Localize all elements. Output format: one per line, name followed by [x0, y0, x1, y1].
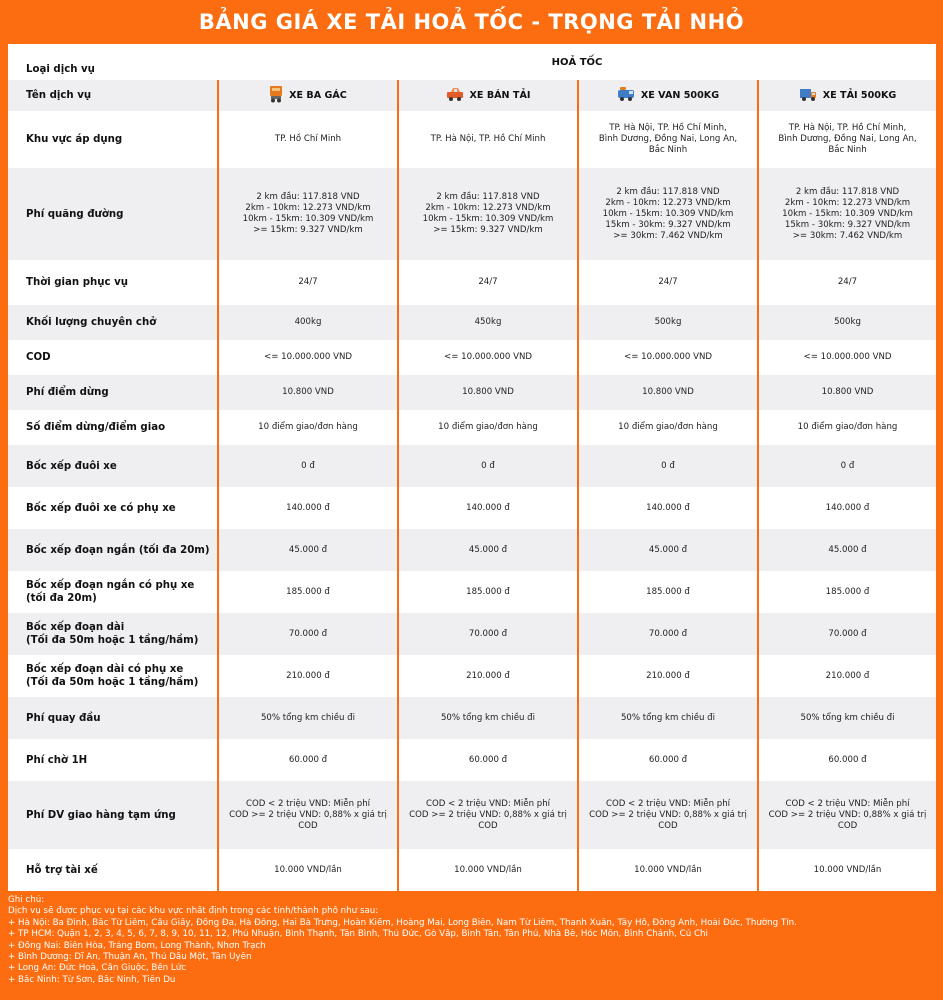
- row-label-line: Bốc xếp đuôi xe: [26, 460, 117, 472]
- price-cell: [398, 168, 578, 260]
- row-label: [8, 781, 218, 849]
- price-line: 10km - 15km: 10.309 VND/km: [242, 214, 374, 224]
- price-line: Bình Dương, Đồng Nai, Long An,: [778, 134, 917, 144]
- price-line: 2km - 10km: 12.273 VND/km: [784, 197, 911, 208]
- row-label: [8, 410, 218, 445]
- row-label: [8, 375, 218, 410]
- price-line: 60.000 đ: [468, 754, 508, 765]
- price-cell: [578, 613, 758, 655]
- price-cell: [218, 655, 398, 697]
- price-cell: [758, 781, 936, 849]
- price-cell: [578, 571, 758, 613]
- price-cell: [398, 697, 578, 739]
- price-line: Bắc Ninh: [828, 145, 867, 155]
- price-line: 15km - 30km: 9.327 VND/km: [784, 219, 911, 230]
- price-line: COD < 2 triệu VND: Miễn phí: [785, 798, 910, 809]
- row-label: [8, 849, 218, 891]
- price-cell: [218, 613, 398, 655]
- note-line: + Đồng Nai: Biên Hòa, Trảng Bom, Long Thành, Nhơn Trạch: [8, 940, 266, 951]
- price-cell: [218, 111, 398, 168]
- price-line: COD >= 2 triệu VND: 0,88% x giá trị COD: [768, 809, 927, 831]
- price-line: 2 km đầu: 117.818 VND: [436, 192, 540, 202]
- price-line: 185.000 đ: [825, 586, 870, 597]
- service-type-row: [8, 44, 936, 80]
- price-line: 185.000 đ: [466, 586, 510, 597]
- price-line: 2km - 10km: 12.273 VND/km: [245, 203, 371, 213]
- price-cell: [758, 168, 936, 260]
- table-row: [8, 111, 936, 168]
- vehicle-name: XE TẢI 500KG: [822, 90, 897, 101]
- price-cell: [218, 410, 398, 445]
- price-cell: [398, 260, 578, 305]
- table-row: [8, 781, 936, 849]
- price-line: 60.000 đ: [648, 754, 688, 765]
- price-cell: [578, 111, 758, 168]
- price-line: 0 đ: [301, 460, 315, 471]
- price-line: 50% tổng km chiều đi: [440, 712, 536, 723]
- price-cell: [218, 375, 398, 410]
- price-cell: [398, 613, 578, 655]
- table-row: [8, 655, 936, 697]
- price-line: 10km - 15km: 10.309 VND/km: [422, 214, 554, 224]
- row-label: [8, 739, 218, 781]
- price-line: 10 điểm giao/đơn hàng: [258, 422, 358, 432]
- table-row: [8, 340, 936, 375]
- service-type-label: Loại dịch vụ: [8, 44, 218, 80]
- note-line: + Hà Nội: Ba Đình, Bắc Từ Liêm, Cầu Giấy, Đống Đa, Hà Đông, Hai Bà Trưng, Hoàn Kiếm, Hoàng Mai, Long Biên, Nam Từ Liêm, Thanh Xuân, Tây Hồ, Đông Anh, Hoài Đức, Thường Tín.: [8, 917, 797, 928]
- price-cell: [578, 781, 758, 849]
- price-cell: [218, 571, 398, 613]
- price-line: COD >= 2 triệu VND: 0,88% x giá trị COD: [409, 809, 567, 831]
- price-line: 400kg: [294, 317, 322, 327]
- table-row: [8, 529, 936, 571]
- price-cell: [578, 340, 758, 375]
- price-cell: [578, 445, 758, 487]
- price-line: 2km - 10km: 12.273 VND/km: [605, 197, 731, 208]
- row-label-line: (tối đa 20m): [26, 593, 97, 604]
- price-cell: [578, 375, 758, 410]
- price-line: 70.000 đ: [648, 628, 688, 639]
- price-cell: [218, 340, 398, 375]
- vehicle-name: XE BA GÁC: [289, 90, 347, 101]
- row-label: [8, 487, 218, 529]
- price-cell: [218, 260, 398, 305]
- price-line: 210.000 đ: [646, 670, 690, 681]
- row-label-line: (Tối đa 50m hoặc 1 tầng/hầm): [26, 635, 199, 646]
- price-cell: [218, 697, 398, 739]
- van-icon: [617, 86, 635, 105]
- price-line: <= 10.000.000 VND: [624, 352, 712, 362]
- price-line: 10.000 VND/lần: [813, 864, 882, 875]
- price-line: 140.000 đ: [825, 502, 870, 513]
- price-line: 60.000 đ: [288, 754, 328, 765]
- price-cell: [218, 168, 398, 260]
- price-line: 0 đ: [661, 460, 675, 471]
- price-cell: [578, 739, 758, 781]
- price-cell: [758, 340, 936, 375]
- price-line: 2 km đầu: 117.818 VND: [795, 186, 900, 197]
- vehicle-header-ban-tai: [398, 80, 578, 111]
- row-label-line: Phí chờ 1H: [26, 754, 88, 766]
- price-line: 50% tổng km chiều đi: [620, 712, 716, 723]
- price-cell: [578, 697, 758, 739]
- price-cell: [758, 655, 936, 697]
- price-line: COD < 2 triệu VND: Miễn phí: [605, 798, 731, 809]
- notes-section: [8, 895, 938, 986]
- price-cell: [398, 655, 578, 697]
- price-table: [8, 44, 936, 891]
- price-line: 2 km đầu: 117.818 VND: [256, 192, 360, 202]
- price-cell: [218, 739, 398, 781]
- price-cell: [578, 849, 758, 891]
- price-line: <= 10.000.000 VND: [803, 352, 892, 362]
- price-line: 2km - 10km: 12.273 VND/km: [425, 203, 551, 213]
- note-line: + TP HCM: Quận 1, 2, 3, 4, 5, 6, 7, 8, 9, 10, 11, 12, Phú Nhuận, Bình Thạnh, Tân Bình, Thủ Đức, Gò Vấp, Bình Tân, Tân Phú, Nhà Bè, Hóc Môn, Bình Chánh, Củ Chi: [8, 929, 708, 940]
- row-label-line: Khối lượng chuyên chở: [26, 317, 157, 328]
- price-line: >= 30km: 7.462 VND/km: [613, 230, 723, 241]
- price-line: 210.000 đ: [286, 670, 330, 681]
- note-line: + Long An: Đức Hoà, Cần Giuộc, Bến Lức: [8, 963, 187, 974]
- price-cell: [398, 375, 578, 410]
- price-cell: [758, 613, 936, 655]
- price-cell: [578, 305, 758, 340]
- table-row: [8, 260, 936, 305]
- row-label-line: Số điểm dừng/điểm giao: [26, 422, 166, 433]
- row-label-line: Bốc xếp đuôi xe có phụ xe: [26, 502, 176, 514]
- truck-icon: [799, 86, 817, 105]
- price-cell: [398, 111, 578, 168]
- price-cell: [398, 529, 578, 571]
- table-row: [8, 305, 936, 340]
- row-label-line: Phí DV giao hàng tạm ứng: [26, 809, 176, 821]
- price-line: COD < 2 triệu VND: Miễn phí: [425, 798, 551, 809]
- price-cell: [578, 168, 758, 260]
- price-cell: [218, 445, 398, 487]
- row-label-line: Hỗ trợ tài xế: [26, 864, 98, 876]
- price-line: 10.800 VND: [282, 387, 334, 397]
- price-line: 210.000 đ: [825, 670, 870, 681]
- row-label-line: Bốc xếp đoạn ngắn có phụ xe: [26, 580, 195, 591]
- price-cell: [398, 445, 578, 487]
- price-line: 0 đ: [481, 460, 495, 471]
- price-line: >= 15km: 9.327 VND/km: [433, 225, 543, 235]
- row-label: [8, 168, 218, 260]
- price-line: 10.000 VND/lần: [454, 864, 522, 875]
- cargo-tricycle-icon: [269, 85, 283, 106]
- price-line: 45.000 đ: [288, 544, 328, 555]
- vehicle-header-ba-gac: [218, 80, 398, 111]
- price-line: 15km - 30km: 9.327 VND/km: [605, 219, 731, 230]
- price-line: 210.000 đ: [466, 670, 510, 681]
- price-cell: [578, 410, 758, 445]
- price-cell: [578, 260, 758, 305]
- price-line: 10 điểm giao/đơn hàng: [438, 422, 538, 432]
- price-cell: [578, 655, 758, 697]
- price-cell: [758, 739, 936, 781]
- price-line: 10km - 15km: 10.309 VND/km: [602, 208, 734, 219]
- price-line: 185.000 đ: [646, 586, 690, 597]
- price-cell: [398, 487, 578, 529]
- note-line: Dịch vụ sẽ được phục vụ tại các khu vực nhất định trong các tỉnh/thành phố như sau:: [8, 906, 379, 917]
- row-label: [8, 613, 218, 655]
- price-line: 500kg: [834, 317, 861, 327]
- price-line: 10 điểm giao/đơn hàng: [797, 422, 898, 432]
- note-line: Ghi chú:: [8, 895, 45, 905]
- vehicle-name: XE VAN 500KG: [640, 90, 720, 101]
- row-label: [8, 305, 218, 340]
- row-label: [8, 655, 218, 697]
- row-label: [8, 571, 218, 613]
- price-line: 45.000 đ: [648, 544, 688, 555]
- service-name-row: [8, 80, 936, 111]
- price-line: 140.000 đ: [286, 502, 330, 513]
- price-line: 500kg: [654, 317, 682, 327]
- note-line: + Bình Dương: Dĩ An, Thuận An, Thủ Dầu Một, Tân Uyên: [8, 952, 252, 963]
- row-label: [8, 260, 218, 305]
- price-line: <= 10.000.000 VND: [264, 352, 352, 362]
- price-cell: [758, 487, 936, 529]
- price-cell: [758, 111, 936, 168]
- price-line: 70.000 đ: [468, 628, 508, 639]
- price-line: 140.000 đ: [466, 502, 510, 513]
- service-name-label: Tên dịch vụ: [8, 80, 218, 111]
- row-label-line: Bốc xếp đoạn ngắn (tối đa 20m): [26, 544, 210, 556]
- price-cell: [758, 571, 936, 613]
- price-line: 10km - 15km: 10.309 VND/km: [782, 208, 913, 219]
- price-line: >= 30km: 7.462 VND/km: [792, 230, 903, 241]
- table-row: [8, 487, 936, 529]
- price-cell: [218, 781, 398, 849]
- table-row: [8, 613, 936, 655]
- price-cell: [398, 305, 578, 340]
- price-cell: [218, 305, 398, 340]
- price-line: TP. Hồ Chí Minh: [274, 134, 342, 144]
- row-label-line: (Tối đa 50m hoặc 1 tầng/hầm): [26, 677, 199, 688]
- service-type-value: HOẢ TỐC: [218, 44, 936, 80]
- table-row: [8, 739, 936, 781]
- table-row: [8, 849, 936, 891]
- table-row: [8, 571, 936, 613]
- price-cell: [758, 529, 936, 571]
- price-line: 10.000 VND/lần: [274, 864, 342, 875]
- price-line: COD < 2 triệu VND: Miễn phí: [245, 798, 371, 809]
- price-line: 10.800 VND: [821, 387, 874, 397]
- price-cell: [398, 340, 578, 375]
- price-line: 24/7: [298, 277, 318, 287]
- row-label-line: COD: [26, 352, 51, 363]
- price-cell: [398, 571, 578, 613]
- price-cell: [398, 410, 578, 445]
- price-line: 60.000 đ: [828, 754, 867, 765]
- price-cell: [758, 445, 936, 487]
- row-label: [8, 340, 218, 375]
- price-line: 45.000 đ: [468, 544, 508, 555]
- row-label-line: Thời gian phục vụ: [26, 277, 128, 288]
- pickup-truck-icon: [446, 86, 464, 105]
- price-line: TP. Hà Nội, TP. Hồ Chí Minh: [430, 134, 546, 144]
- row-label-line: Khu vực áp dụng: [26, 134, 123, 145]
- price-line: 10.800 VND: [642, 387, 694, 397]
- price-cell: [758, 410, 936, 445]
- price-cell: [758, 375, 936, 410]
- price-line: COD >= 2 triệu VND: 0,88% x giá trị COD: [229, 809, 387, 831]
- table-row: [8, 410, 936, 445]
- price-line: 10 điểm giao/đơn hàng: [618, 422, 718, 432]
- price-cell: [218, 529, 398, 571]
- price-line: 0 đ: [840, 460, 855, 471]
- price-cell: [758, 697, 936, 739]
- page-title: BẢNG GIÁ XE TẢI HOẢ TỐC - TRỌNG TẢI NHỎ: [198, 10, 745, 34]
- row-label-line: Bốc xếp đoạn dài: [26, 622, 125, 633]
- price-line: 24/7: [837, 277, 858, 287]
- price-line: TP. Hà Nội, TP. Hồ Chí Minh,: [788, 123, 907, 133]
- price-cell: [758, 849, 936, 891]
- price-line: <= 10.000.000 VND: [444, 352, 532, 362]
- row-label: [8, 445, 218, 487]
- price-line: 185.000 đ: [286, 586, 330, 597]
- row-label-line: Phí điểm dừng: [26, 387, 109, 398]
- price-cell: [578, 529, 758, 571]
- row-label: [8, 697, 218, 739]
- price-line: >= 15km: 9.327 VND/km: [253, 225, 363, 235]
- table-row: [8, 168, 936, 260]
- price-line: 10.000 VND/lần: [634, 864, 702, 875]
- note-line: + Bắc Ninh: Từ Sơn, Bắc Ninh, Tiên Du: [8, 974, 176, 985]
- price-cell: [578, 487, 758, 529]
- price-cell: [398, 849, 578, 891]
- vehicle-header-van: [578, 80, 758, 111]
- row-label-line: Phí quay đầu: [26, 712, 101, 724]
- price-cell: [218, 849, 398, 891]
- table-row: [8, 375, 936, 410]
- price-line: Bình Dương, Đồng Nai, Long An,: [598, 134, 738, 144]
- vehicle-name: XE BÁN TẢI: [469, 90, 531, 101]
- price-line: 24/7: [658, 277, 678, 287]
- price-line: 24/7: [478, 277, 498, 287]
- price-line: 50% tổng km chiều đi: [260, 712, 356, 723]
- row-label-line: Phí quãng đường: [26, 208, 124, 220]
- price-line: COD >= 2 triệu VND: 0,88% x giá trị COD: [589, 809, 747, 831]
- price-line: Bắc Ninh: [648, 145, 688, 155]
- price-cell: [758, 260, 936, 305]
- price-line: 450kg: [474, 317, 502, 327]
- table-row: [8, 445, 936, 487]
- price-line: 70.000 đ: [828, 628, 867, 639]
- price-cell: [218, 487, 398, 529]
- price-line: 10.800 VND: [462, 387, 514, 397]
- row-label: [8, 111, 218, 168]
- price-line: 140.000 đ: [646, 502, 690, 513]
- price-cell: [398, 739, 578, 781]
- price-cell: [398, 781, 578, 849]
- price-line: 2 km đầu: 117.818 VND: [616, 186, 720, 197]
- table-row: [8, 697, 936, 739]
- row-label-line: Bốc xếp đoạn dài có phụ xe: [26, 664, 184, 675]
- price-line: 50% tổng km chiều đi: [800, 712, 895, 723]
- price-line: 45.000 đ: [828, 544, 867, 555]
- vehicle-header-tai: [758, 80, 936, 111]
- price-line: 70.000 đ: [288, 628, 328, 639]
- price-cell: [758, 305, 936, 340]
- row-label: [8, 529, 218, 571]
- price-line: TP. Hà Nội, TP. Hồ Chí Minh,: [609, 123, 727, 133]
